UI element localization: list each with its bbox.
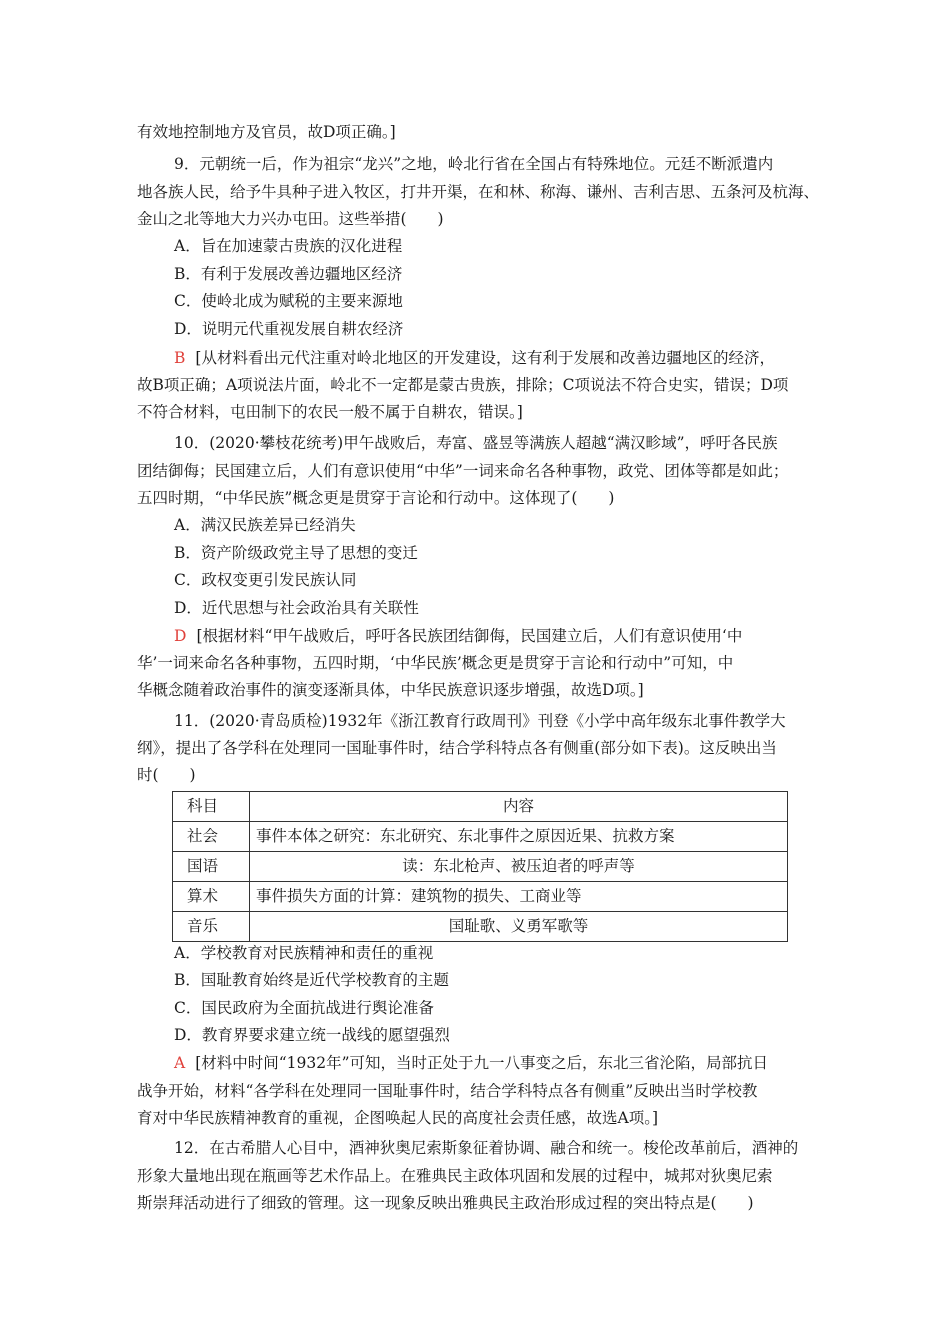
answer-11-text: 育对中华民族精神教育的重视，企图唤起人民的高度社会责任感，故选A项。] xyxy=(137,1109,658,1127)
question-11-stem: 时( ) xyxy=(137,766,196,784)
table-header-cell: 科目 xyxy=(173,792,250,822)
table-row xyxy=(173,882,788,912)
table-cell-content: 读：东北枪声、被压迫者的呼声等 xyxy=(250,852,788,882)
answer-9 xyxy=(174,348,775,368)
table-cell-content: 事件损失方面的计算：建筑物的损失、工商业等 xyxy=(250,882,788,912)
table-cell-content: 国耻歌、义勇军歌等 xyxy=(250,912,788,942)
text-line: 有效地控制地方及官员，故D项正确。] xyxy=(137,123,396,141)
question-9-stem: 9．元朝统一后，作为祖宗“龙兴”之地，岭北行省在全国占有特殊地位。元廷不断派遣内 xyxy=(174,155,774,173)
answer-text: [根据材料“甲午战败后，呼吁各民族团结御侮，民国建立后，人们有意识使用‘中 xyxy=(196,627,743,645)
answer-10-text: 华概念随着政治事件的演变逐渐具体，中华民族意识逐步增强，故选D项。] xyxy=(137,681,644,699)
answer-letter: B xyxy=(174,349,186,367)
question-10-option-c: C．政权变更引发民族认同 xyxy=(174,571,357,589)
table-cell-content: 事件本体之研究：东北研究、东北事件之原因近果、抗救方案 xyxy=(250,822,788,852)
table-row xyxy=(173,822,788,852)
question-9-stem: 地各族人民，给予牛具种子进入牧区，打井开渠，在和林、称海、谦州、吉利吉思、五条河及杭海、 xyxy=(137,183,820,201)
table-cell-subject: 算术 xyxy=(173,882,250,912)
question-9-option-a: A．旨在加速蒙古贵族的汉化进程 xyxy=(174,237,403,255)
question-11-stem: 纲》，提出了各学科在处理同一国耻事件时，结合学科特点各有侧重(部分如下表)。这反映出当 xyxy=(137,739,777,757)
question-10-option-b: B．资产阶级政党主导了思想的变迁 xyxy=(174,544,418,562)
question-12-stem: 形象大量地出现在瓶画等艺术作品上。在雅典民主政体巩固和发展的过程中，城邦对狄奥尼索 xyxy=(137,1167,773,1185)
question-11-option-a: A．学校教育对民族精神和责任的重视 xyxy=(174,944,434,962)
question-11-option-c: C．国民政府为全面抗战进行舆论准备 xyxy=(174,999,434,1017)
question-9-option-b: B．有利于发展改善边疆地区经济 xyxy=(174,265,403,283)
table-cell-subject: 音乐 xyxy=(173,912,250,942)
table-row xyxy=(173,912,788,942)
table-header-cell: 内容 xyxy=(250,792,788,822)
question-11-stem: 11．(2020·青岛质检)1932年《浙江教育行政周刊》刊登《小学中高年级东北事件教学大 xyxy=(174,712,786,730)
question-10-stem: 五四时期，“中华民族”概念更是贯穿于言论和行动中。这体现了( ) xyxy=(137,489,615,507)
question-11-option-b: B．国耻教育始终是近代学校教育的主题 xyxy=(174,971,449,989)
table-row xyxy=(173,852,788,882)
question-12-stem: 12．在古希腊人心目中，酒神狄奥尼索斯象征着协调、融合和统一。梭伦改革前后，酒神的 xyxy=(174,1139,799,1157)
answer-10 xyxy=(174,626,742,646)
answer-10-text: 华’一词来命名各种事物，五四时期，‘中华民族’概念更是贯穿于言论和行动中”可知，中 xyxy=(137,654,734,672)
question-9-option-d: D．说明元代重视发展自耕农经济 xyxy=(174,320,404,338)
answer-text: [材料中时间“1932年”可知，当时正处于九一八事变之后，东北三省沦陷，局部抗日 xyxy=(195,1054,769,1072)
question-11-option-d: D．教育界要求建立统一战线的愿望强烈 xyxy=(174,1026,450,1044)
answer-9-text: 不符合材料，屯田制下的农民一般不属于自耕农，错误。] xyxy=(137,403,523,421)
question-10-option-d: D．近代思想与社会政治具有关联性 xyxy=(174,599,419,617)
question-10-option-a: A．满汉民族差异已经消失 xyxy=(174,516,356,534)
table-cell-subject: 社会 xyxy=(173,822,250,852)
question-9-stem: 金山之北等地大力兴办屯田。这些举措( ) xyxy=(137,210,444,228)
answer-letter: D xyxy=(174,627,187,645)
table-header-row xyxy=(173,792,788,822)
answer-letter: A xyxy=(174,1054,186,1072)
answer-11-text: 战争开始，材料“各学科在处理同一国耻事件时，结合学科特点各有侧重”反映出当时学校教 xyxy=(137,1082,758,1100)
answer-11 xyxy=(174,1053,768,1073)
table-cell-subject: 国语 xyxy=(173,852,250,882)
answer-9-text: 故B项正确；A项说法片面，岭北不一定都是蒙古贵族，排除；C项说法不符合史实，错误；D项 xyxy=(137,376,789,394)
question-12-stem: 斯崇拜活动进行了细致的管理。这一现象反映出雅典民主政治形成过程的突出特点是( ) xyxy=(137,1194,754,1212)
question-10-stem: 团结御侮；民国建立后，人们有意识使用“中华”一词来命名各种事物，政党、团体等都是如此； xyxy=(137,462,789,480)
answer-text: [从材料看出元代注重对岭北地区的开发建设，这有利于发展和改善边疆地区的经济， xyxy=(195,349,775,367)
question-10-stem: 10．(2020·攀枝花统考)甲午战败后，寿富、盛昱等满族人超越“满汉畛域”，呼吁各民族 xyxy=(174,434,778,452)
question-9-option-c: C．使岭北成为赋税的主要来源地 xyxy=(174,292,403,310)
curriculum-table xyxy=(172,791,788,942)
